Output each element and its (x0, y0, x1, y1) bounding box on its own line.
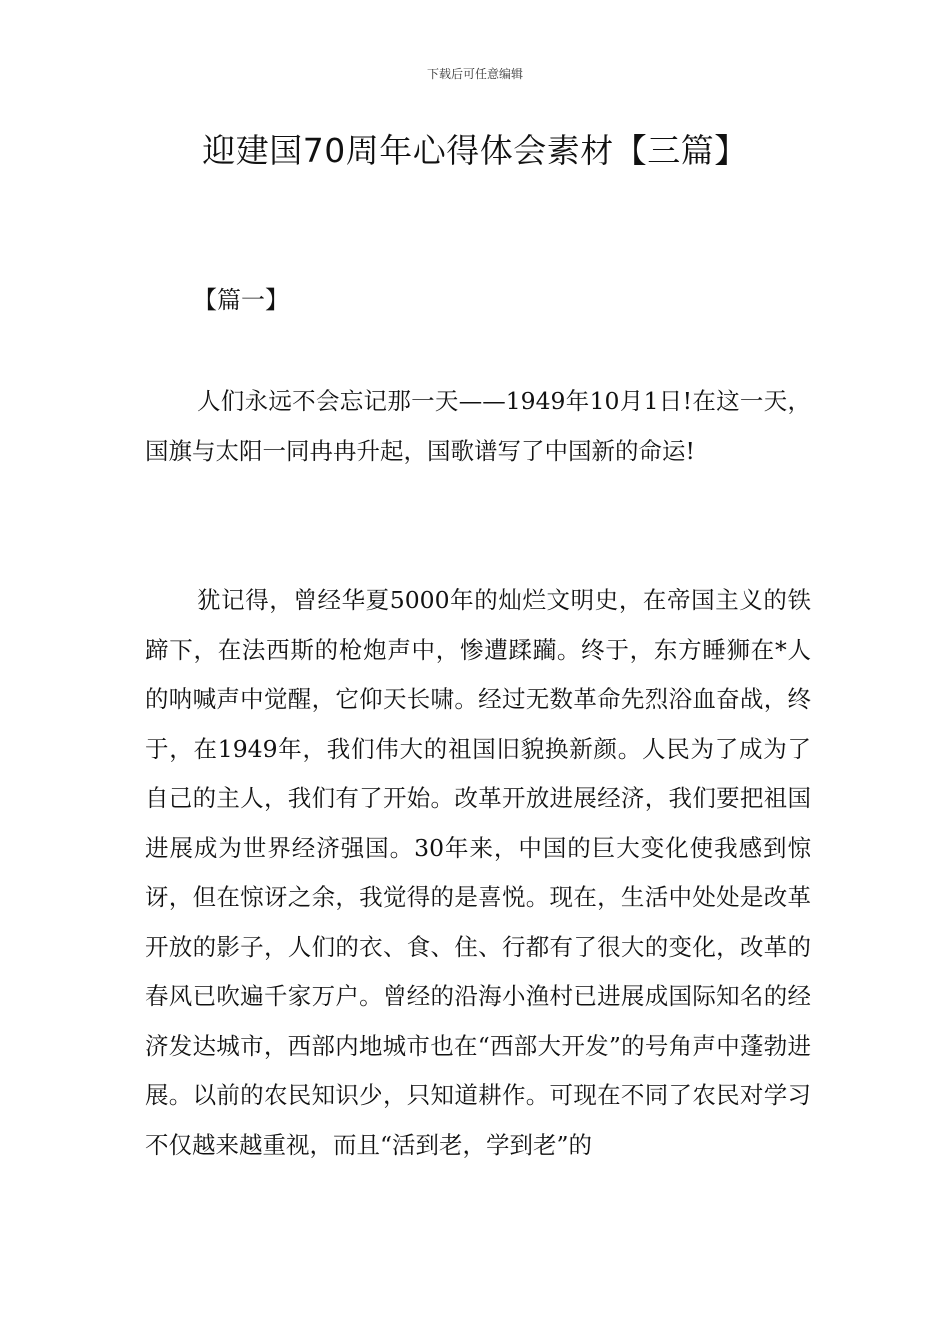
document-title: 迎建国70周年心得体会素材【三篇】 (202, 131, 748, 170)
body-paragraph-2: 犹记得，曾经华夏5000年的灿烂文明史，在帝国主义的铁蹄下，在法西斯的枪炮声中，惨遭蹂躏。终于，东方睡狮在*人的呐喊声中觉醒，它仰天长啸。经过无数革命先烈浴血奋战，终于，在1949年，我们伟大的祖国旧貌换新颜。人民为了成为了自己的主人，我们有了开始。改革开放进展经济，我们要把祖国进展成为世界经济强国。30年来，中国的巨大变化使我感到惊讶，但在惊讶之余，我觉得的是喜悦。现在，生活中处处是改革开放的影子，人们的衣、食、住、行都有了很大的变化，改革的春风已吹遍千家万户。曾经的沿海小渔村已进展成国际知名的经济发达城市，西部内地城市也在“西部大开发”的号角声中蓬勃进展。以前的农民知识少，只知道耕作。可现在不同了农民对学习不仅越来越重视，而且“活到老，学到老”的 (145, 586, 811, 1159)
body-paragraph-1: 人们永远不会忘记那一天——1949年10月1日!在这一天，国旗与太阳一同冉冉升起，国歌谱写了中国新的命运! (145, 387, 811, 465)
header-note: 下载后可任意编辑 (426, 67, 523, 81)
section-heading: 【篇一】 (193, 286, 289, 314)
